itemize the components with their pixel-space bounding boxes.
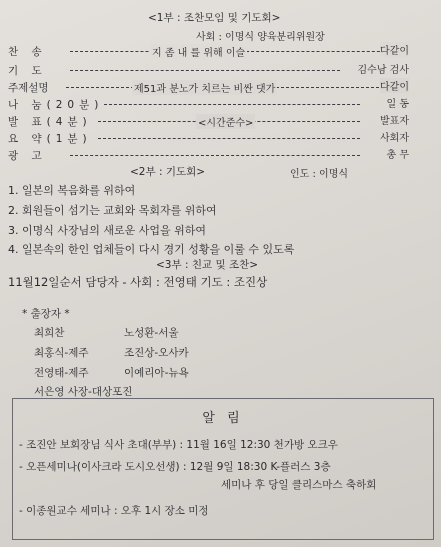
reporter-name: 이예리아-뉴욕 xyxy=(124,367,189,379)
program-row-person: 일 동 xyxy=(386,99,409,110)
notice-title: 알 림 xyxy=(202,411,244,426)
program-row-label: 주제설명 xyxy=(8,82,49,94)
prayer-item: 1. 일본의 복음화를 위하여 xyxy=(8,184,136,197)
leader-line xyxy=(98,138,360,139)
reporter-name: 서은영 사장-대상포진 xyxy=(34,386,133,398)
prayer-item: 3. 이명식 사장님의 새로운 사업을 위하여 xyxy=(8,224,206,237)
program-row-label: 요 약(1분) xyxy=(8,133,92,145)
notice-line: - 조진안 보회장님 식사 초대(부부) : 11월 16일 12:30 천가방 오크우 xyxy=(19,439,338,451)
program-row-person: 발표자 xyxy=(380,116,409,127)
reporter-name: 노성환-서울 xyxy=(124,327,179,339)
part3-heading: <3부 : 친교 및 조찬> xyxy=(156,259,259,271)
reporter-name: 최희찬 xyxy=(34,327,65,339)
reporters-heading: * 출장자 * xyxy=(22,308,70,320)
program-row-detail: <시간준수> xyxy=(196,114,255,129)
notice-box xyxy=(12,398,434,540)
program-row-person: 다같이 xyxy=(380,42,409,57)
program-row-label: 기 도 xyxy=(8,65,47,77)
part2-leader: 인도 : 이명식 xyxy=(290,169,349,180)
program-row-person: 사회자 xyxy=(380,133,409,144)
notice-line: - 이종원교수 세미나 : 오후 1시 장소 미정 xyxy=(19,505,209,517)
program-row-label: 광 고 xyxy=(8,150,47,162)
program-row-detail: 지 좀 내 를 위해 이슬 xyxy=(150,44,247,59)
reporter-name: 조진상-오사카 xyxy=(124,347,189,359)
program-row-label: 찬 송 xyxy=(8,46,47,58)
part1-heading: <1부 : 조찬모임 및 기도회> xyxy=(148,12,281,24)
reporter-name: 전영태-제주 xyxy=(34,367,89,379)
leader-line xyxy=(70,70,340,71)
notice-line: - 오픈세미나(이사크라 도시오선생) : 12월 9일 18:30 K-플러스 3층 xyxy=(19,461,331,473)
reporter-name: 최홍식-제주 xyxy=(34,347,89,359)
prayer-item: 4. 일본속의 한인 업체들이 다시 경기 성황을 이룰 수 있도록 xyxy=(8,243,295,256)
leader-line xyxy=(70,155,360,156)
part3-schedule: 11월12일순서 담당자 - 사회 : 전영태 기도 : 조진상 xyxy=(8,275,268,289)
prayer-item: 2. 회원들이 섬기는 교회와 목회자를 위하여 xyxy=(8,204,217,217)
part2-heading: <2부 : 기도회> xyxy=(130,166,206,178)
part1-moderator: 사회 : 이명식 양육분리위원장 xyxy=(196,32,325,43)
program-row-person: 김수남 검사 xyxy=(357,65,409,76)
program-row-detail: 제51과 분노가 치르는 비싼 댓가 xyxy=(132,80,277,95)
notice-line: 세미나 후 당일 클리스마스 축하회 xyxy=(221,479,377,491)
program-row-label: 발 표(4분) xyxy=(8,116,92,128)
program-row-person: 다같이 xyxy=(380,78,409,93)
program-row-label: 나 눔(20분) xyxy=(8,99,104,111)
program-row-person: 총 무 xyxy=(386,150,409,161)
leader-line xyxy=(104,104,360,105)
